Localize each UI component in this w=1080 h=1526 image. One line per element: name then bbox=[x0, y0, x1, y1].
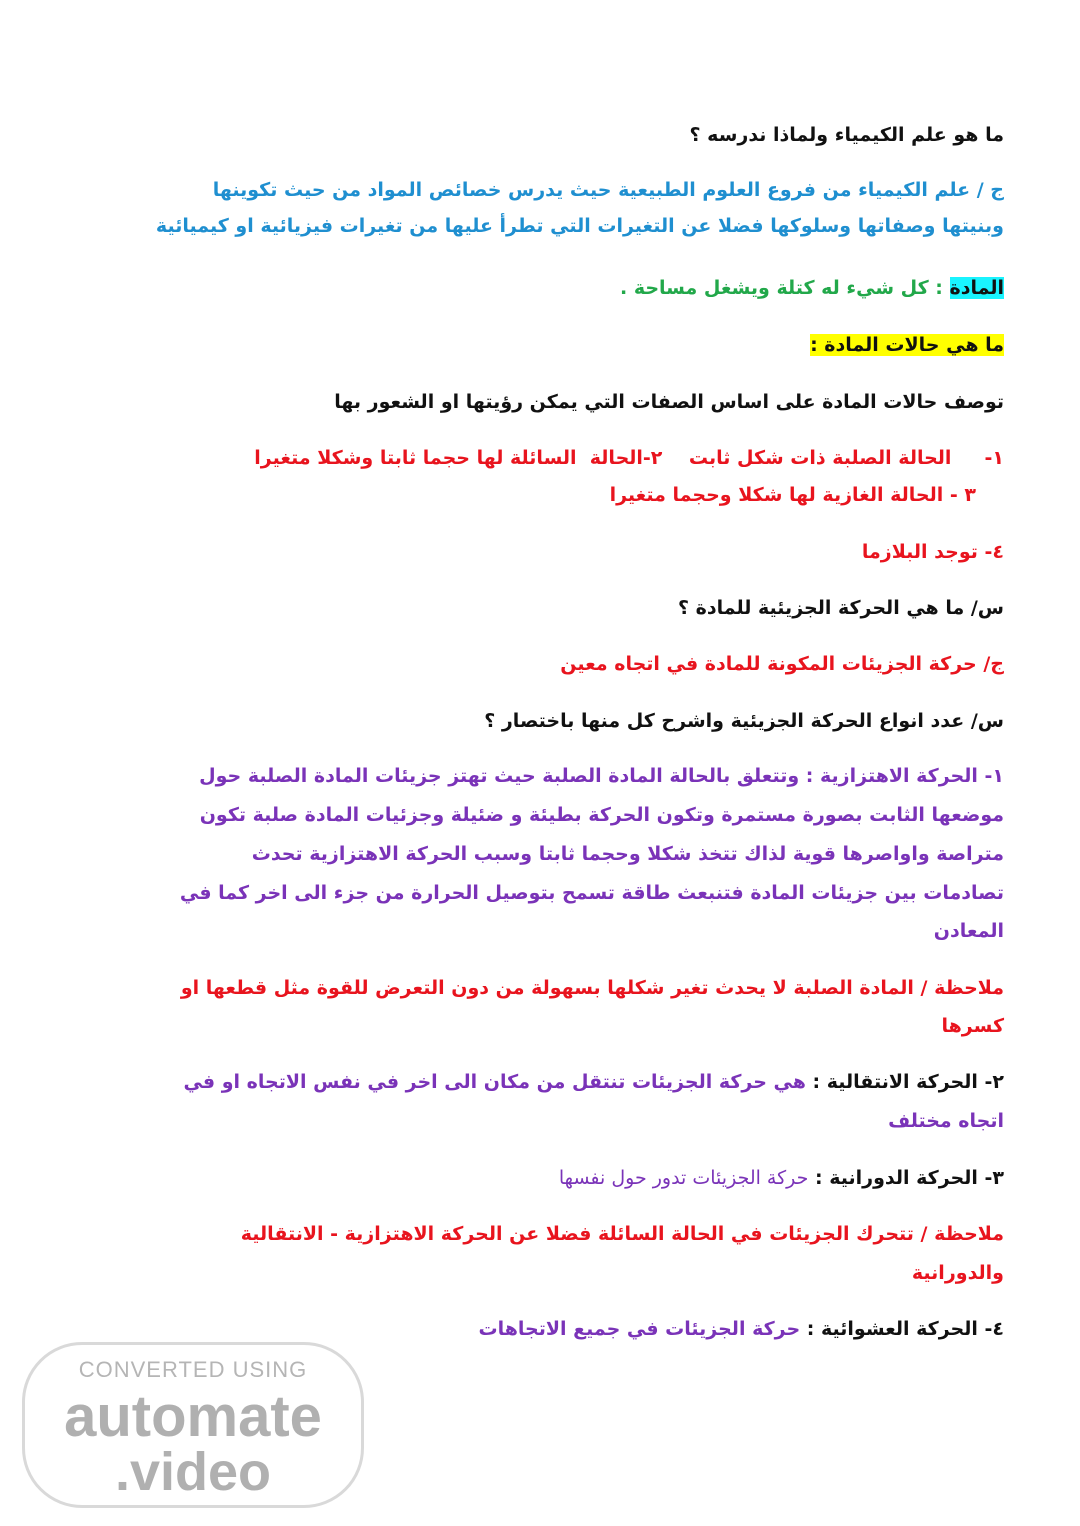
translation-text: هي حركة الجزيئات تنتقل من مكان الى اخر في نفس الاتجاه او في bbox=[183, 1071, 806, 1093]
rotation-line bbox=[559, 1166, 1004, 1191]
translation-line-2: اتجاه مختلف bbox=[888, 1110, 1004, 1132]
states-item-3: ٣ - الحالة الغازية لها شكلا وحجما متغيرا bbox=[609, 484, 976, 506]
rotation-label: ٣- الحركة الدورانية : bbox=[808, 1167, 1004, 1189]
automate-video-watermark bbox=[22, 1342, 364, 1508]
random-motion-label: ٤- الحركة العشوائية : bbox=[800, 1318, 1004, 1340]
question-motion-types: س/ عدد انواع الحركة الجزيئية واشرح كل منها باختصار ؟ bbox=[484, 710, 1004, 732]
vibration-line-3: متراصة واواصرها قوية لذاك تتخذ شكلا وحجما ثابتا وسبب الحركة الاهتزازية تحدث bbox=[251, 843, 1004, 865]
watermark-logo-text: automate bbox=[64, 1384, 322, 1449]
note-liquid-line-1: ملاحظة / تتحرك الجزيئات في الحالة السائلة فضلا عن الحركة الاهتزازية - الانتقالية bbox=[240, 1223, 1004, 1245]
random-motion-line bbox=[478, 1317, 1004, 1342]
watermark-suffix-text: .video bbox=[114, 1442, 272, 1502]
translation-line-1 bbox=[183, 1070, 1004, 1095]
vibration-line-1: ١- الحركة الاهتزازية : وتتعلق بالحالة المادة الصلبة حيث تهتز جزيئات المادة الصلبة حول bbox=[199, 765, 1004, 787]
question-molecular-motion: س/ ما هي الحركة الجزيئية للمادة ؟ bbox=[678, 597, 1004, 619]
matter-definition-text: : كل شيء له كتلة ويشغل مساحة . bbox=[619, 277, 950, 299]
matter-term-highlight: المادة bbox=[949, 277, 1004, 299]
watermark-top-text: CONVERTED USING bbox=[78, 1357, 308, 1382]
answer-chemistry-line-1: ج / علم الكيمياء من فروع العلوم الطبيعية حيث يدرس خصائص المواد من حيث تكوينها bbox=[212, 179, 1004, 201]
states-item-1-2: ١- الحالة الصلبة ذات شكل ثابت ٢-الحالة السائلة لها حجما ثابتا وشكلا متغيرا bbox=[254, 447, 1004, 469]
states-item-4: ٤- توجد البلازما bbox=[861, 541, 1004, 563]
states-intro: توصف حالات المادة على اساس الصفات التي يمكن رؤيتها او الشعور بها bbox=[334, 391, 1004, 413]
note-liquid-line-2: والدورانية bbox=[911, 1262, 1004, 1284]
answer-chemistry-line-2: وبنيتها وصفاتها وسلوكها فضلا عن التغيرات التي تطرأ عليها من تغيرات فيزيائية او كيميائية bbox=[155, 215, 1004, 237]
question-chemistry: ما هو علم الكيمياء ولماذا ندرسه ؟ bbox=[689, 124, 1004, 146]
answer-molecular-motion: ج/ حركة الجزيئات المكونة للمادة في اتجاه معين bbox=[560, 653, 1004, 675]
random-motion-text: حركة الجزيئات في جميع الاتجاهات bbox=[478, 1318, 801, 1340]
matter-definition bbox=[620, 276, 1004, 301]
translation-label: ٢- الحركة الانتقالية : bbox=[805, 1071, 1004, 1093]
vibration-line-4: تصادمات بين جزيئات المادة فتنبعث طاقة تسمح بتوصيل الحرارة من جزء الى اخر كما في bbox=[179, 882, 1004, 904]
states-question bbox=[810, 333, 1004, 358]
note-solid-line-2: كسرها bbox=[941, 1015, 1004, 1037]
states-question-highlight: ما هي حالات المادة : bbox=[810, 334, 1004, 356]
note-solid-line-1: ملاحظة / المادة الصلبة لا يحدث تغير شكلها بسهولة من دون التعرض للقوة مثل قطعها او bbox=[180, 977, 1004, 999]
vibration-line-5: المعادن bbox=[933, 920, 1004, 942]
vibration-line-2: موضعها الثابت بصورة مستمرة وتكون الحركة بطيئة و ضئيلة وجزئيات المادة صلبة تكون bbox=[199, 804, 1004, 826]
rotation-text: حركة الجزيئات تدور حول نفسها bbox=[558, 1167, 809, 1189]
